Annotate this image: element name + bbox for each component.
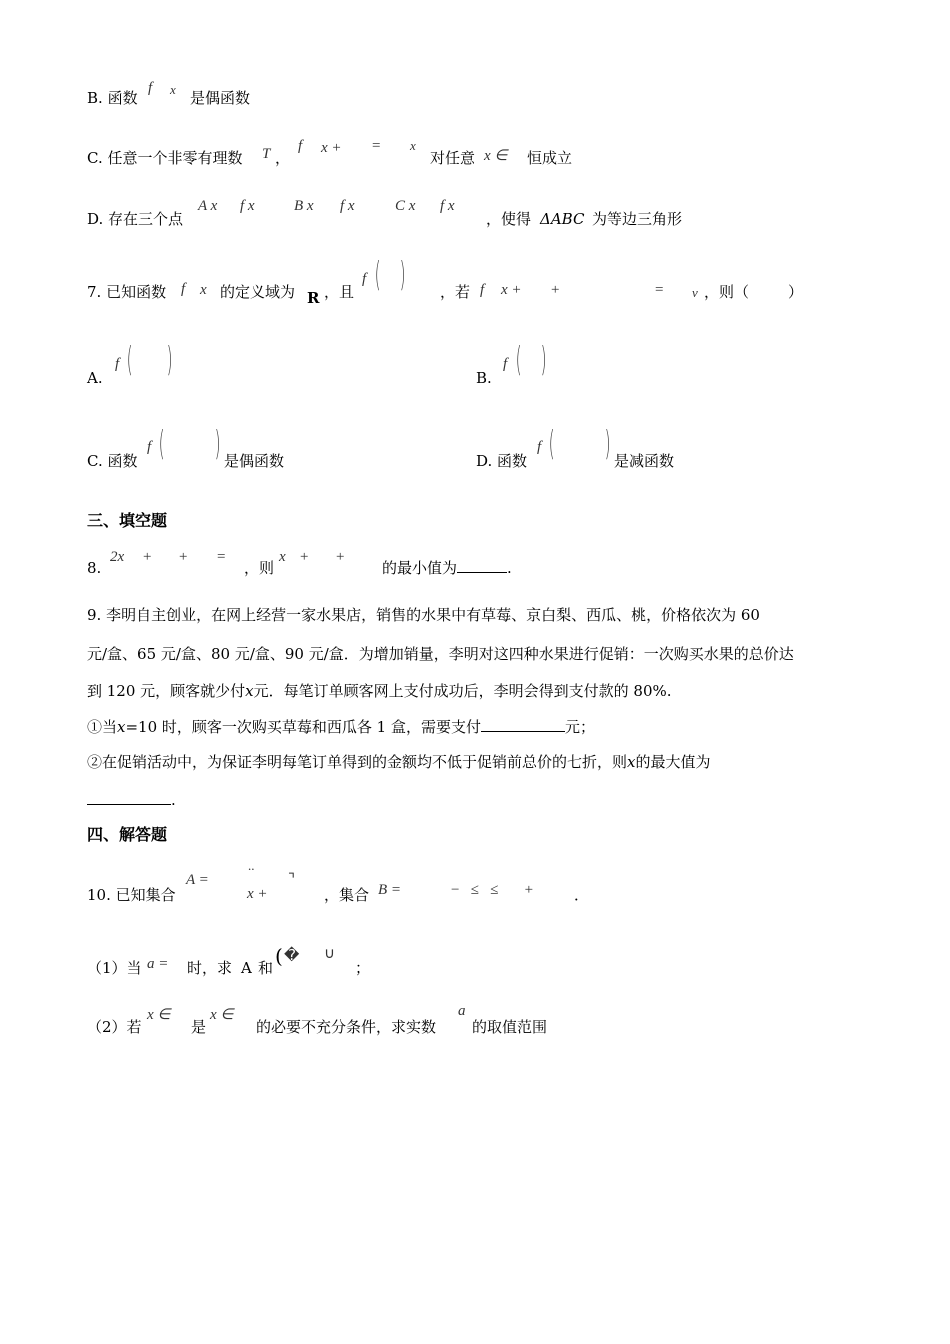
q7-if-text: ，若	[440, 283, 471, 301]
math-x-in: x ∈	[484, 148, 508, 164]
q8-number: 8.	[87, 559, 102, 577]
math-eq: =	[655, 282, 664, 298]
math-plus: +	[179, 549, 188, 565]
q10-p1-set: A	[241, 959, 252, 977]
math-x: x	[200, 282, 207, 298]
q10-p1-mid: 时，求	[187, 959, 233, 977]
q7-option-c-post: 是偶函数	[224, 452, 285, 470]
math-reals: R	[307, 289, 320, 307]
math-x-plus: x +	[321, 140, 342, 156]
q7-option-c: C. 函数	[87, 452, 138, 470]
q6-option-d: D. 存在三个点	[87, 210, 184, 228]
math-plus: +	[336, 549, 345, 565]
math-fraction-top: ..	[248, 858, 255, 873]
q6-option-d-post: 为等边三角形	[592, 210, 683, 228]
right-paren-icon: )	[166, 340, 173, 380]
q7-stem: 7. 已知函数	[87, 283, 167, 301]
right-paren-icon: )	[214, 424, 221, 464]
math-T: T	[262, 146, 271, 162]
math-f: f	[181, 281, 186, 297]
q10-part-1: （1）当	[87, 959, 142, 977]
math-f: f	[115, 356, 120, 372]
math-fx: f x	[440, 198, 455, 214]
math-inequality: − ≤ ≤ +	[451, 882, 534, 898]
q10-p2-is: 是	[191, 1018, 207, 1036]
q7-option-a-label: A.	[87, 369, 103, 387]
q6-option-b-post: 是偶函数	[190, 89, 251, 107]
q10-set-text: ，集合	[324, 886, 370, 904]
q6-option-c: C. 任意一个非零有理数	[87, 149, 243, 167]
comma: ，	[275, 149, 291, 167]
q10-p1-and: 和	[258, 959, 274, 977]
q7-domain-text: 的定义域为	[220, 283, 296, 301]
math-f: f	[480, 282, 485, 298]
math-f: f	[503, 356, 508, 372]
q10-p1-end: ；	[355, 959, 371, 977]
q9-part-2: ②在促销活动中，为保证李明每笔订单得到的金额均不低于促销前总价的七折，则x的最大值为	[87, 753, 711, 771]
math-f: f	[148, 80, 153, 96]
answer-blank[interactable]	[481, 717, 565, 732]
right-paren-icon: )	[399, 255, 406, 295]
q8-then-text: ，则	[244, 559, 275, 577]
math-2x: 2x	[110, 549, 125, 565]
q7-close-paren: ）	[788, 283, 804, 301]
math-x: x	[279, 549, 286, 565]
math-x-in: x ∈	[210, 1007, 234, 1023]
math-eq: =	[372, 138, 381, 154]
math-eq: =	[217, 549, 226, 565]
q10-p2-post: 的取值范围	[472, 1018, 548, 1036]
right-paren-icon: )	[540, 340, 547, 380]
math-x: x	[170, 82, 176, 97]
q7-then-text: ，则（	[704, 283, 750, 301]
q8-tail: 的最小值为 .	[382, 559, 512, 577]
math-x-plus: x +	[501, 282, 522, 298]
left-paren-icon: (	[126, 340, 133, 380]
q10-stem: 10. 已知集合	[87, 886, 176, 904]
math-point-a: A x	[198, 198, 218, 214]
math-fx: f x	[340, 198, 355, 214]
right-paren-icon: )	[604, 424, 611, 464]
q6-option-c-mid: 对任意	[430, 149, 476, 167]
q10-end: ．	[574, 886, 590, 904]
q9-line-3: 到 120 元，顾客就少付x元．每笔订单顾客网上支付成功后，李明会得到支付款的 80%.	[87, 682, 672, 700]
q6-option-b: B. 函数	[87, 89, 138, 107]
q7-option-b-label: B.	[476, 369, 492, 387]
math-fx: f x	[240, 198, 255, 214]
math-set-a: A =	[186, 872, 209, 888]
left-paren-icon: (	[515, 340, 522, 380]
math-point-b: B x	[294, 198, 314, 214]
math-x: x	[410, 138, 416, 153]
q7-option-d: D. 函数	[476, 452, 528, 470]
math-a-eq: a =	[147, 956, 169, 972]
answer-blank[interactable]	[87, 790, 171, 805]
math-triangle: ΔABC	[540, 210, 585, 228]
left-paren-icon: (	[275, 944, 283, 968]
q6-option-d-mid: ，使得	[486, 210, 532, 228]
math-plus: +	[143, 549, 152, 565]
math-x-plus: x +	[247, 886, 268, 902]
math-point-c: C x	[395, 198, 416, 214]
math-f: f	[537, 439, 542, 455]
left-paren-icon: (	[158, 424, 165, 464]
q9-part-2-answer: .	[87, 790, 176, 810]
section-title-fill-in: 三、填空题	[87, 511, 168, 530]
q9-line-1: 9. 李明自主创业，在网上经营一家水果店，销售的水果中有草莓、京白梨、西瓜、桃，价格依次为 60	[87, 606, 760, 624]
math-union: ∪	[324, 946, 335, 962]
q7-option-d-post: 是减函数	[614, 452, 675, 470]
q6-option-c-post: 恒成立	[527, 149, 573, 167]
left-paren-icon: (	[548, 424, 555, 464]
q10-part-2: （2）若	[87, 1018, 142, 1036]
math-plus: +	[300, 549, 309, 565]
math-brace: ⌝	[288, 872, 296, 888]
math-f: f	[147, 439, 152, 455]
section-title-answer: 四、解答题	[87, 825, 168, 844]
left-paren-icon: (	[374, 255, 381, 295]
q9-part-1: ①当x=10 时，顾客一次购买草莓和西瓜各 1 盒，需要支付 元；	[87, 718, 596, 736]
math-plus: +	[551, 282, 560, 298]
math-a: a	[458, 1003, 466, 1019]
math-set-b: B =	[378, 882, 402, 898]
q7-and-text: ，且	[324, 283, 355, 301]
glyph-placeholder: �	[284, 948, 300, 964]
math-x-in: x ∈	[147, 1007, 171, 1023]
math-f: f	[298, 138, 303, 154]
answer-blank[interactable]	[457, 558, 507, 573]
q10-p2-mid: 的必要不充分条件，求实数	[256, 1018, 437, 1036]
math-f: f	[362, 271, 367, 287]
q9-line-2: 元/盒、65 元/盒、80 元/盒、90 元/盒．为增加销量，李明对这四种水果进行促销：一次购买水果的总价达	[87, 645, 794, 663]
math-v: v	[692, 285, 698, 300]
